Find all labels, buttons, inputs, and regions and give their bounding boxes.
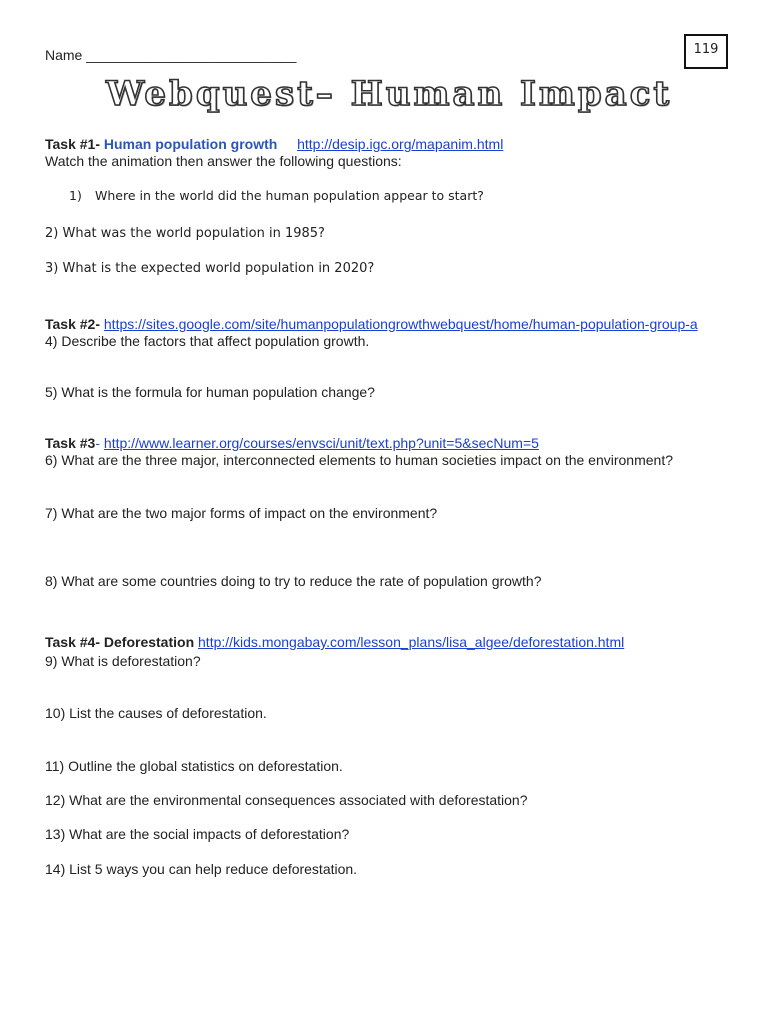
task4-label: Task #4- Deforestation (45, 634, 195, 650)
name-field-label: Name ___________________________ (45, 47, 297, 63)
question-4: 4) Describe the factors that affect population growth. (45, 333, 370, 349)
task1-link[interactable]: http://desip.igc.org/mapanim.html (297, 136, 504, 152)
question-8: 8) What are some countries doing to try to reduce the rate of population growth? (45, 573, 542, 589)
task1-heading (45, 136, 503, 152)
question-7: 7) What are the two major forms of impact on the environment? (45, 505, 438, 521)
worksheet-title: Webquest– Human Impact (106, 74, 673, 114)
question-1-text: Where in the world did the human population appear to start? (94, 188, 484, 203)
task4-link[interactable]: http://kids.mongabay.com/lesson_plans/lisa_algee/deforestation.html (198, 634, 625, 650)
task1-instruction: Watch the animation then answer the following questions: (45, 153, 402, 169)
question-13: 13) What are the social impacts of deforestation? (45, 826, 350, 842)
task3-label: Task #3 (45, 435, 96, 451)
question-2: 2) What was the world population in 1985? (45, 226, 325, 241)
task2-heading (45, 316, 698, 332)
question-5: 5) What is the formula for human population change? (45, 384, 375, 400)
task3-heading (45, 435, 539, 451)
question-6: 6) What are the three major, interconnected elements to human societies impact on the environment? (45, 452, 674, 468)
question-14: 14) List 5 ways you can help reduce deforestation. (45, 861, 358, 877)
task1-label: Task #1- (45, 136, 100, 152)
task2-link[interactable]: https://sites.google.com/site/humanpopulationgrowthwebquest/home/human-population-group-a (103, 316, 698, 332)
question-12: 12) What are the environmental consequences associated with deforestation? (45, 792, 528, 808)
question-1-number: 1) (69, 188, 82, 203)
question-1 (69, 188, 484, 203)
question-9: 9) What is deforestation? (45, 653, 201, 669)
question-11: 11) Outline the global statistics on deforestation. (45, 758, 343, 774)
task1-subtitle: Human population growth (103, 136, 278, 152)
page-number-box: 119 (684, 34, 728, 69)
question-3: 3) What is the expected world population in 2020? (45, 261, 375, 276)
question-10: 10) List the causes of deforestation. (45, 705, 267, 721)
task2-label: Task #2- (45, 316, 100, 332)
task3-dash: - (95, 435, 101, 451)
task3-link[interactable]: http://www.learner.org/courses/envsci/unit/text.php?unit=5&secNum=5 (103, 435, 539, 451)
task4-heading (45, 634, 624, 650)
